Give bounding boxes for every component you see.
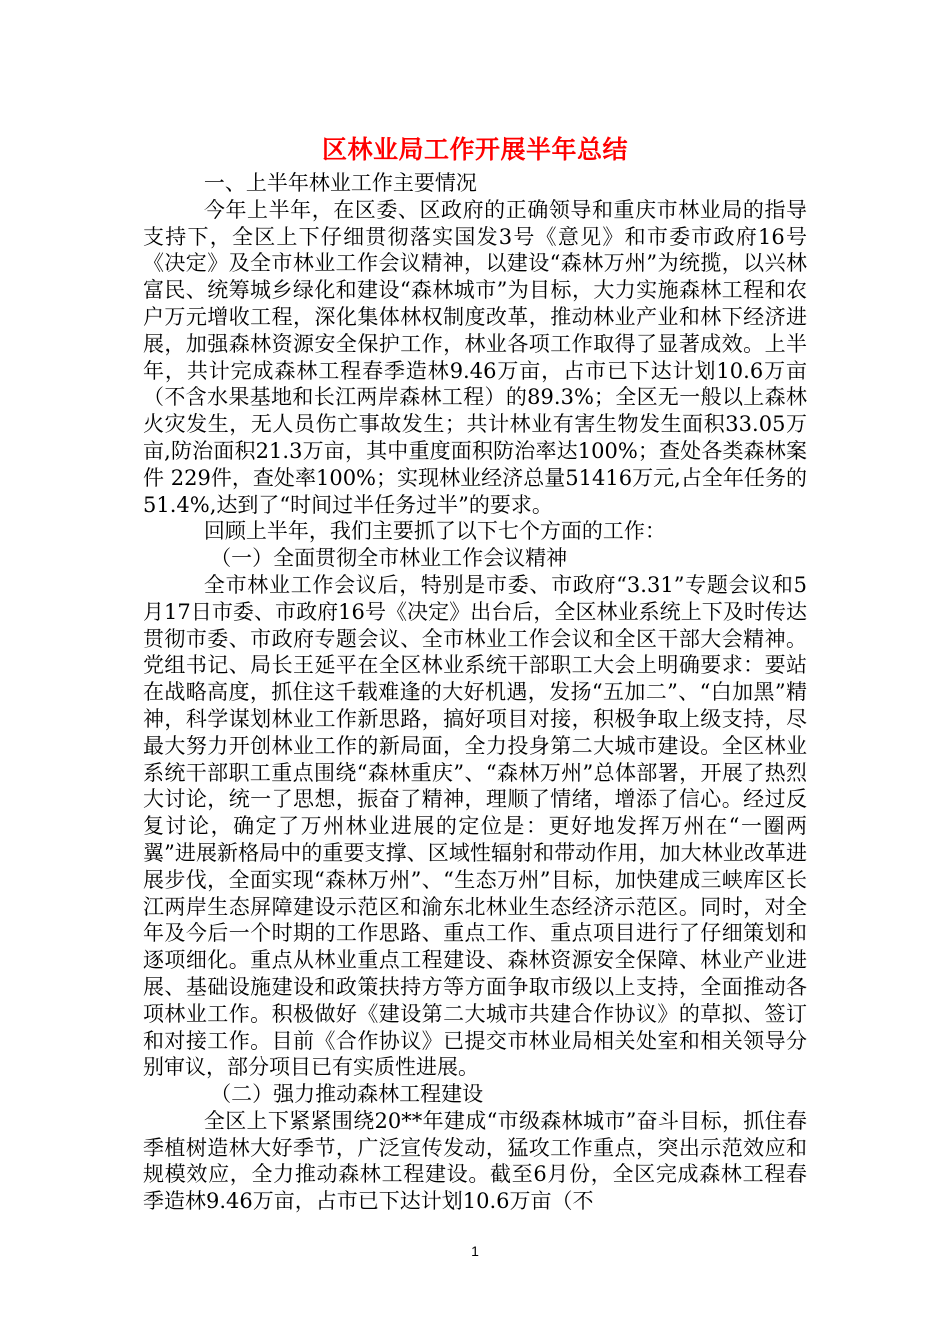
document-body — [143, 170, 807, 1215]
page-number: 1 — [471, 1243, 479, 1259]
paragraph-summary: 今年上半年，在区委、区政府的正确领导和重庆市林业局的指导支持下，全区上下仔细贯彻落实国发3号《意见》和市委市政府16号《决定》及全市林业工作会议精神，以建设“森林万州”为统揽，以兴林富民、统筹城乡绿化和建设“森林城市”为目标，大力实施森林工程和农户万元增收工程，深化集体林权制度改革，推动林业产业和林下经济进展，加强森林资源安全保护工作，林业各项工作取得了显著成效。上半年，共计完成森林工程春季造林9.46万亩，占市已下达计划10.6万亩（不含水果基地和长江两岸森林工程）的89.3%；全区无一般以上森林火灾发生，无人员伤亡事故发生；共计林业有害生物发生面积33.05万亩,防治面积21.3万亩，其中重度面积防治率达100%；查处各类森林案件 229件，查处率100%；实现林业经济总量51416万元,占全年任务的51.4%,达到了“时间过半任务过半”的要求。 — [143, 197, 807, 517]
subsection-heading-1: （一）全面贯彻全市林业工作会议精神 — [210, 546, 568, 571]
paragraph-forest-project: 全区上下紧紧围绕20**年建成“市级森林城市”奋斗目标，抓住春季植树造林大好季节，广泛宣传发动，猛攻工作重点，突出示范效应和规模效应，全力推动森林工程建设。截至6月份，全区完成森林工程春季造林9.46万亩，占市已下达计划10.6万亩（不 — [143, 1108, 807, 1214]
paragraph-meeting-spirit: 全市林业工作会议后，特别是市委、市政府“3.31”专题会议和5月17日市委、市政府16号《决定》出台后，全区林业系统上下及时传达贯彻市委、市政府专题会议、全市林业工作会议和全区干部大会精神。党组书记、局长王延平在全区林业系统干部职工大会上明确要求：要站在战略高度，抓住这千载难逢的大好机遇，发扬“五加二”、“白加黑”精神，科学谋划林业工作新思路，搞好项目对接，积极争取上级支持，尽最大努力开创林业工作的新局面，全力投身第二大城市建设。全区林业系统干部职工重点围绕“森林重庆”、“森林万州”总体部署，开展了热烈大讨论，统一了思想，振奋了精神，理顺了情绪，增添了信心。经过反复讨论，确定了万州林业进展的定位是：更好地发挥万州在“一圈两翼”进展新格局中的重要支撑、区域性辐射和带动作用，加大林业改革进展步伐，全面实现“森林万州”、“生态万州”目标，加快建成三峡库区长江两岸生态屏障建设示范区和渝东北林业生态经济示范区。同时，对全年及今后一个时期的工作思路、重点工作、重点项目进行了仔细策划和逐项细化。重点从林业重点工程建设、森林资源安全保障、林业产业进展、基础设施建设和政策扶持方等方面争取市级以上支持，全面推动各项林业工作。积极做好《建设第二大城市共建合作协议》的草拟、签订和对接工作。目前《合作协议》已提交市林业局相关处室和相关领导分别审议，部分项目已有实质性进展。 — [143, 572, 807, 1080]
paragraph-review-intro: 回顾上半年，我们主要抓了以下七个方面的工作： — [203, 519, 666, 544]
subsection-heading-2: （二）强力推动森林工程建设 — [210, 1082, 484, 1107]
section-heading-1: 一、上半年林业工作主要情况 — [203, 171, 477, 195]
document-title: 区林业局工作开展半年总结 — [321, 135, 628, 164]
